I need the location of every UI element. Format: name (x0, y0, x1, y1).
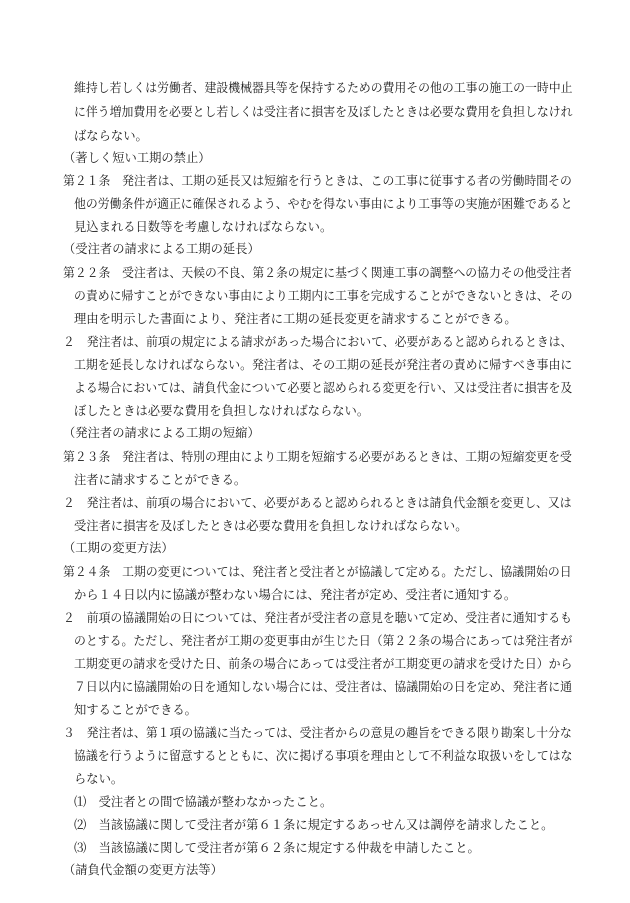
text-line: 知することができる。 (74, 703, 197, 717)
section-heading: （請負代金額の変更方法等） (63, 863, 223, 877)
article-line: 第２１条 発注者は、工期の延長又は短縮を行うときは、この工事に従事する者の労働時間その (63, 174, 572, 188)
article-line: 第２４条 工期の変更については、発注者と受注者とが協議して定める。ただし、協議開始の日 (63, 565, 572, 579)
text-line: ばならない。 (74, 129, 148, 143)
text-line: 工期変更の請求を受けた日、前条の場合にあっては受注者が工期変更の請求を受けた日）から (74, 657, 573, 671)
article-line: 第２２条 受注者は、天候の不良、第２条の規定に基づく関連工事の調整への協力その他受注者 (63, 266, 572, 280)
paragraph-line: ２ 前項の協議開始の日については、発注者が受注者の意見を聴いて定め、受注者に通知するも (63, 611, 573, 625)
text-line: ７日以内に協議開始の日を通知しない場合には、受注者は、協議開始の日を定め、発注者に通 (74, 680, 572, 694)
section-heading: （工期の変更方法） (63, 541, 174, 555)
text-line: らない。 (74, 772, 124, 786)
text-line: 理由を明示した書面により、発注者に工期の延長変更を請求することができる。 (74, 312, 517, 326)
paragraph-line: ２ 発注者は、前項の場合において、必要があると認められるときは請負代金額を変更し、又は (63, 496, 572, 510)
section-heading: （著しく短い工期の禁止） (63, 151, 211, 165)
text-line: 受注者に損害を及ぼしたときは必要な費用を負担しなければならない。 (74, 519, 468, 533)
text-line: 工期を延長しなければならない。発注者は、その工期の延長が発注者の責めに帰すべき事由に (74, 358, 573, 372)
list-item: ⑴ 受注者との間で協議が整わなかったこと。 (74, 795, 333, 809)
text-line: ぼしたときは必要な費用を負担しなければならない。 (74, 404, 370, 418)
text-line: 協議を行うように留意するとともに、次に掲げる事項を理由として不利益な取扱いをしてはな (74, 749, 573, 763)
text-line: から１４日以内に協議が整わない場合には、発注者が定め、受注者に通知する。 (74, 588, 517, 602)
text-line: よる場合においては、請負代金について必要と認められる変更を行い、又は受注者に損害を及 (74, 381, 573, 395)
text-line: 注者に請求することができる。 (74, 473, 247, 487)
text-line: 維持し若しくは労働者、建設機械器具等を保持するための費用その他の工事の施工の一時中止 (74, 81, 573, 95)
paragraph-line: ２ 発注者は、前項の規定による請求があった場合において、必要があると認められるときは、 (63, 335, 573, 349)
paragraph-line: ３ 発注者は、第１項の協議に当たっては、受注者からの意見の趣旨をできる限り勘案し十分な (63, 726, 572, 740)
text-line: に伴う増加費用を必要とし若しくは受注者に損害を及ぼしたときは必要な費用を負担しなけれ (74, 105, 573, 119)
text-line: 他の労働条件が適正に確保されるよう、やむを得ない事由により工事等の実施が困難であると (74, 197, 573, 211)
section-heading: （発注者の請求による工期の短縮） (63, 426, 260, 440)
text-line: の責めに帰すことができない事由により工期内に工事を完成することができないときは、その (74, 289, 573, 303)
section-heading: （受注者の請求による工期の延長） (63, 242, 260, 256)
article-line: 第２３条 発注者は、特別の理由により工期を短縮する必要があるときは、工期の短縮変更を受 (63, 450, 572, 464)
text-line: 見込まれる日数等を考慮しなければならない。 (74, 220, 333, 234)
list-item: ⑶ 当該協議に関して受注者が第６２条に規定する仲裁を申請したこと。 (74, 841, 480, 855)
list-item: ⑵ 当該協議に関して受注者が第６１条に規定するあっせん又は調停を請求したこと。 (74, 818, 554, 832)
text-line: のとする。ただし、発注者が工期の変更事由が生じた日（第２２条の場合にあっては発注者が (74, 634, 573, 648)
